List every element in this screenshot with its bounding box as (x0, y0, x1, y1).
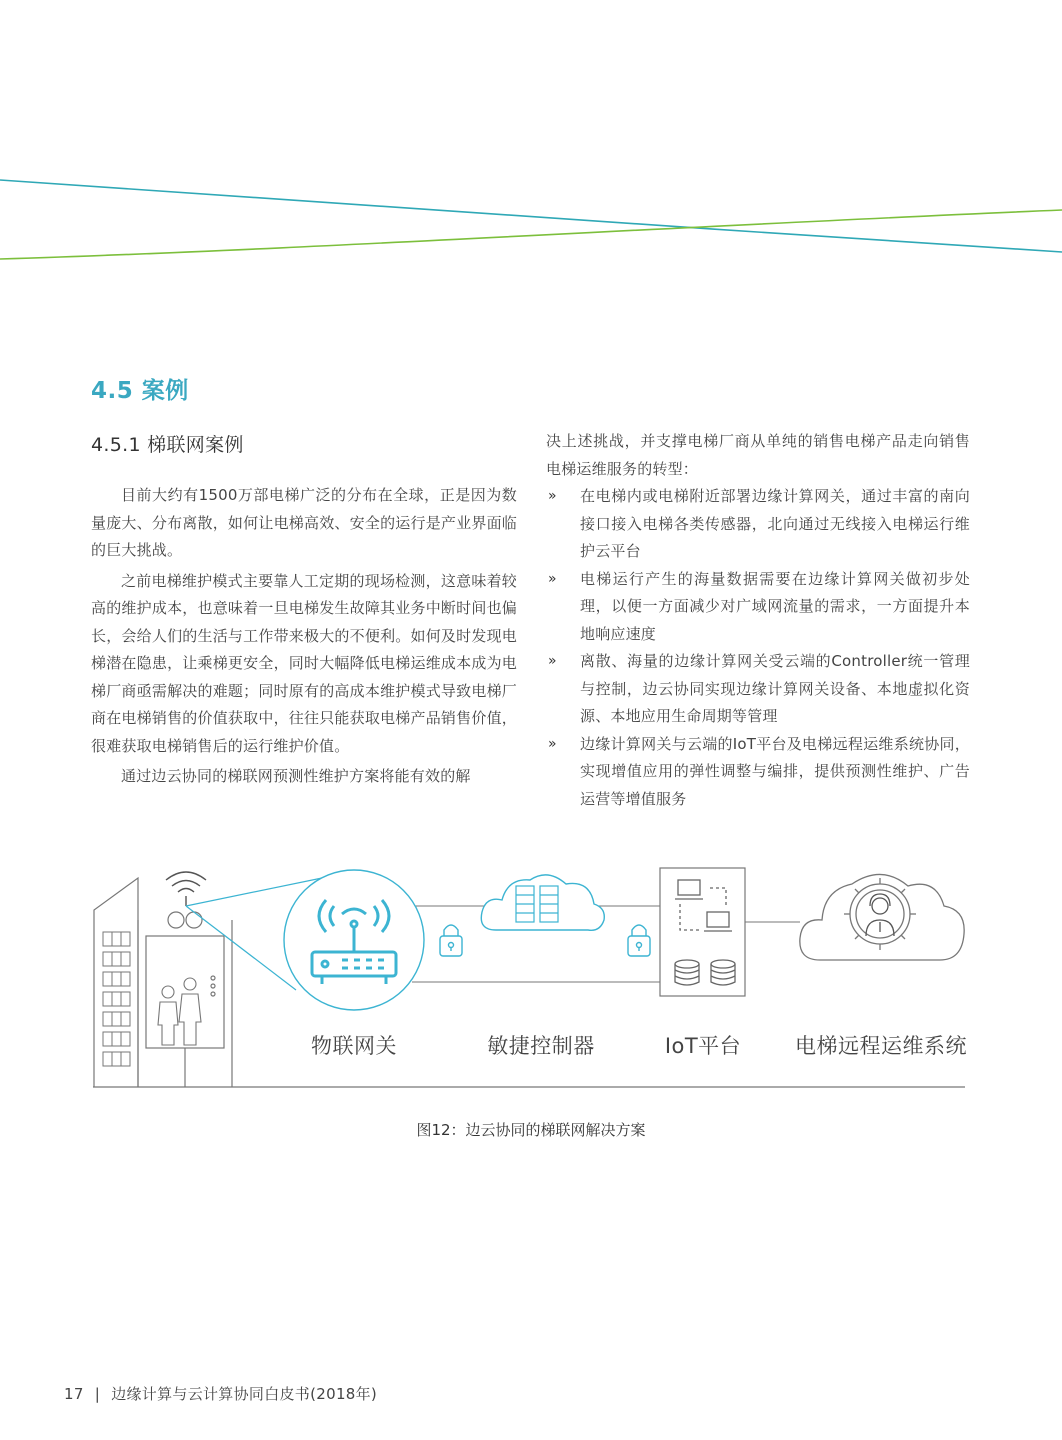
book-title: 边缘计算与云计算协同白皮书(2018年) (111, 1385, 378, 1403)
bullet-mark: » (548, 570, 557, 587)
lock-icon (440, 925, 462, 956)
paragraph-1: 目前大约有1500万部电梯广泛的分布在全球，正是因为数量庞大、分布离散，如何让电梯高效、安全的运行是产业界面临的巨大挑战。 (91, 486, 517, 559)
label-remote-om-system: 电梯远程运维系统 (795, 1034, 967, 1058)
bullet-text: 边缘计算网关与云端的IoT平台及电梯远程运维系统协同，实现增值应用的弹性调整与编排，提供预测性维护、广告运营等增值服务 (580, 734, 970, 808)
wifi-icon (166, 872, 206, 906)
header-wave-lines (0, 0, 1062, 300)
left-column (91, 482, 517, 791)
zoom-line-bottom (186, 906, 296, 990)
subsection-heading: 4.5.1 梯联网案例 (91, 434, 244, 456)
right-column (546, 428, 970, 813)
page-footer (64, 1383, 377, 1404)
elevator-icon (138, 912, 232, 1087)
iot-elevator-diagram (0, 860, 1062, 1100)
bullet-text: 在电梯内或电梯附近部署边缘计算网关，通过丰富的南向接口接入电梯各类传感器，北向通过无线接入电梯运行维护云平台 (580, 487, 970, 560)
right-intro-paragraph: 决上述挑战，并支撑电梯厂商从单纯的销售电梯产品走向销售电梯运维服务的转型： (546, 432, 970, 478)
bullet-text: 离散、海量的边缘计算网关受云端的Controller统一管理与控制，边云协同实现边缘计算网关设备、本地虚拟化资源、本地应用生命周期等管理 (580, 652, 970, 725)
bullet-item (546, 483, 970, 566)
label-iot-platform: IoT平台 (664, 1034, 742, 1058)
paragraph-2: 之前电梯维护模式主要靠人工定期的现场检测，这意味着较高的维护成本，也意味着一旦电梯发生故障其业务中断时间也偏长，会给人们的生活与工作带来极大的不便利。如何及时发现电梯潜在隐患，让乘梯更安全，同时大幅降低电梯运维成本成为电梯厂商亟需解决的难题；同时原有的高成本维护模式导致电梯厂商在电梯销售的价值获取中，往往只能获取电梯产品销售价值，很难获取电梯销售后的运行维护价值。 (91, 571, 517, 755)
bullet-item (546, 648, 970, 731)
bullet-item (546, 731, 970, 814)
teal-wave-line (0, 180, 1062, 252)
figure-caption: 图12：边云协同的梯联网解决方案 (416, 1121, 646, 1139)
cloud-icon (800, 874, 964, 960)
page-number: 17 (64, 1385, 84, 1403)
bullet-text: 电梯运行产生的海量数据需要在边缘计算网关做初步处理，以便一方面减少对广域网流量的需求，一方面提升本地响应速度 (580, 569, 970, 643)
label-agile-controller: 敏捷控制器 (487, 1034, 595, 1058)
bullet-item (546, 566, 970, 649)
bullet-mark: » (548, 653, 557, 669)
bullet-mark: » (548, 735, 557, 752)
footer-separator: | (94, 1385, 101, 1403)
bullet-mark: » (548, 488, 557, 504)
person-icon (158, 978, 201, 1045)
section-heading: 4.5 案例 (91, 378, 189, 404)
building-icon (94, 878, 138, 1087)
label-iot-gateway: 物联网关 (311, 1034, 397, 1058)
lock-icon (628, 925, 650, 956)
bullet-list (546, 483, 970, 813)
paragraph-3: 通过边云协同的梯联网预测性维护方案将能有效的解 (121, 767, 471, 785)
